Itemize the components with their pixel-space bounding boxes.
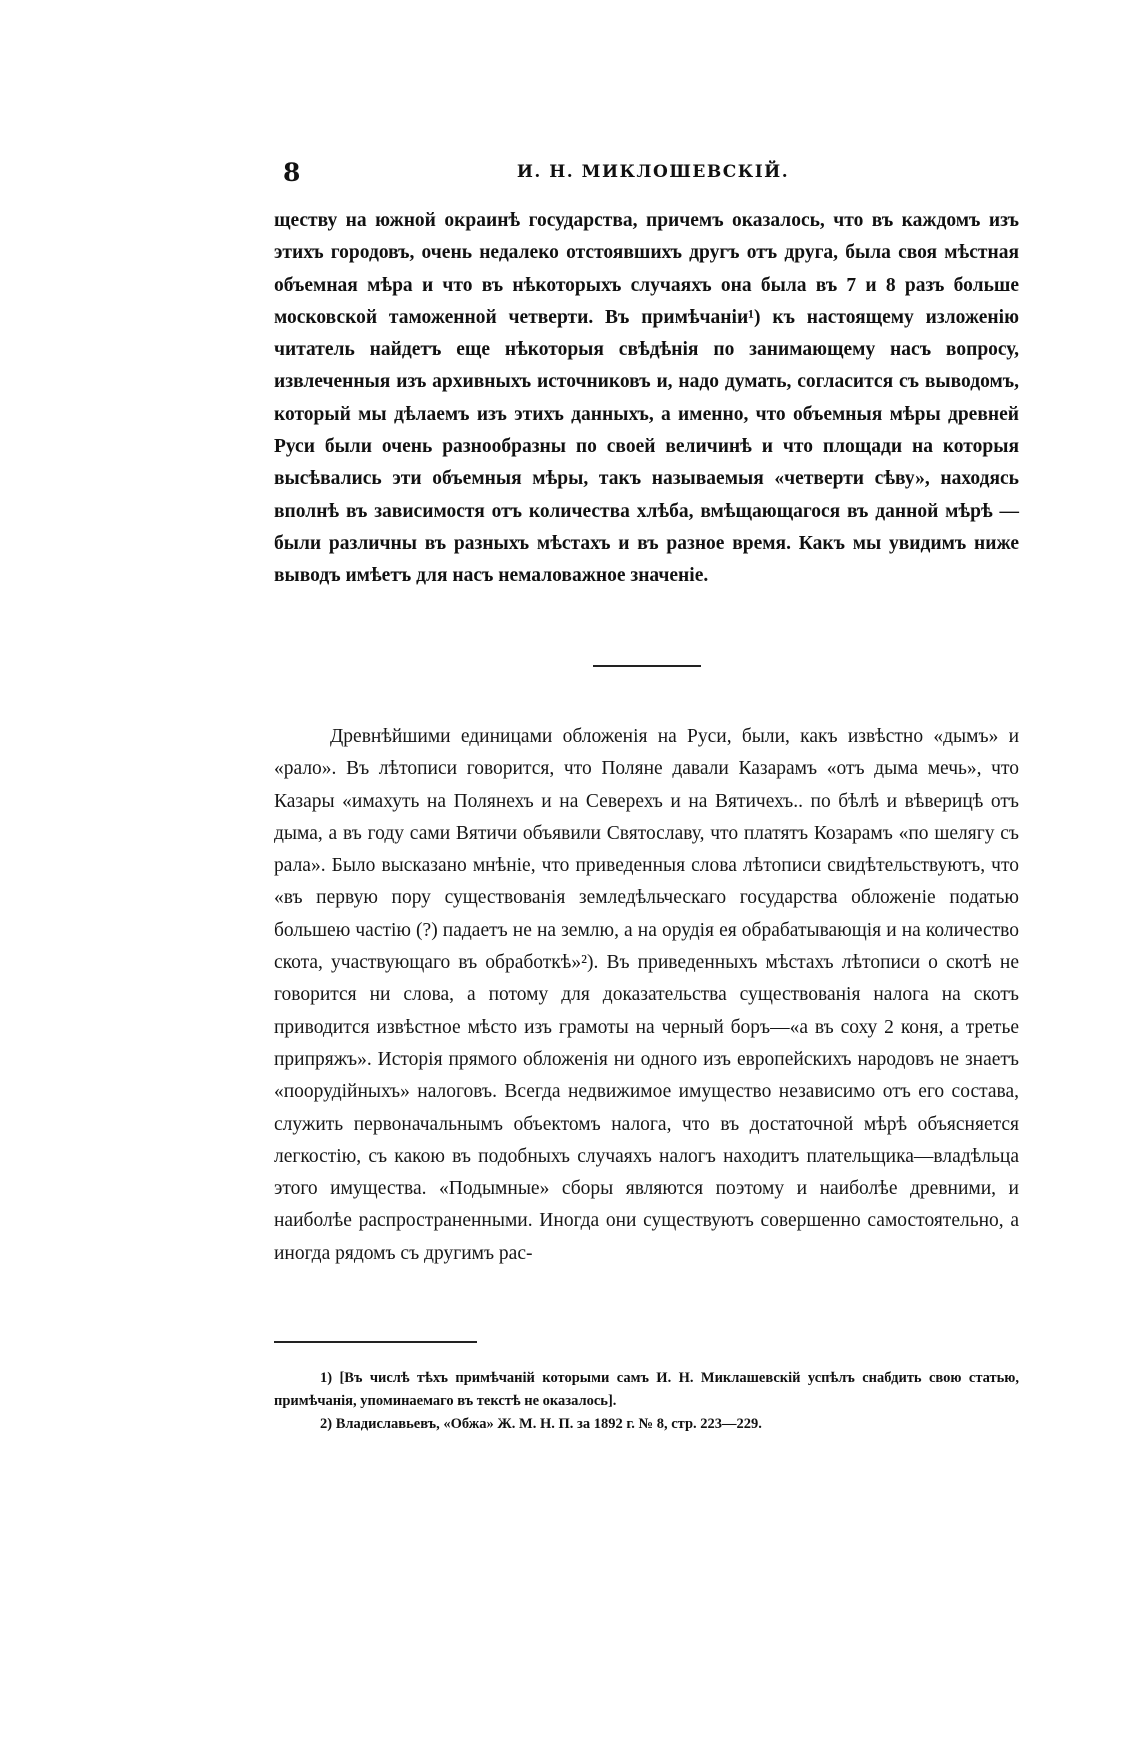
section-separator bbox=[593, 665, 701, 667]
running-head: И. Н. МИКЛОШЕВСКІЙ. bbox=[516, 162, 790, 182]
body-paragraph-2: Древнѣйшими единицами обложенія на Руси, были, какъ извѣстно «дымъ» и «рало». Въ лѣтописи говорится, что Поляне давали Казарамъ «отъ дыма мечь», что Казары «имахуть на Полянехъ и на Северехъ и на Вятичехъ.. по бѣлѣ и вѣверицѣ отъ дыма, а въ году сами Вятичи объявили Святославу, что платятъ Козарамъ «по шелягу съ рала». Было высказано мнѣніе, что приведенныя слова лѣтописи свидѣтельствуютъ, что «въ первую пору существованія земледѣльческаго государства обложеніе податью большею частію (?) падаетъ не на землю, а на орудія ея обрабатывающія и на количество скота, участвующаго въ обработкѣ»²). Въ приведенныхъ мѣстахъ лѣтописи о скотѣ не говорится ни слова, а потому для доказательства существованія налога на скотъ приводится извѣстное мѣсто изъ грамоты на черный боръ—«а въ соху 2 коня, а третье припряжъ». Исторія прямого обложенія ни одного изъ европейскихъ народовъ не знаетъ «поорудійныхъ» налоговъ. Всегда недвижимое имущество независимо отъ его состава, служить первоначальнымъ объектомъ налога, что въ достаточной мѣрѣ объясняется легкостію, съ какою въ подобныхъ случаяхъ налогъ находитъ плательщика—владѣльца этого имущества. «Подымные» сборы являются поэтому и наиболѣе древними, и наиболѣе распространенными. Иногда они существуютъ совершенно самостоятельно, а иногда рядомъ съ другимъ рас- bbox=[274, 726, 1019, 1264]
page-number: 8 bbox=[283, 158, 301, 187]
page-header bbox=[283, 158, 1023, 194]
footnotes bbox=[274, 1367, 1019, 1436]
footnote-1: 1) [Въ числѣ тѣхъ примѣчаній которыми самъ И. Н. Миклашевскій успѣлъ снабдить свою статью, примѣчанія, упоминаемаго въ текстѣ не оказалось]. bbox=[274, 1370, 1019, 1409]
body-paragraph-1: ществу на южной окраинѣ государства, причемъ оказалось, что въ каждомъ изъ этихъ городовъ, очень недалеко отстоявшихъ другъ отъ друга, была своя мѣстная объемная мѣра и что въ нѣкоторыхъ случаяхъ она была въ 7 и 8 разъ больше московской таможенной четверти. Въ примѣчаніи¹) къ настоящему изложенію читатель найдетъ еще нѣкоторыя свѣдѣнія по занимающему насъ вопросу, извлеченныя изъ архивныхъ источниковъ и, надо думать, согласится съ выводомъ, который мы дѣлаемъ изъ этихъ данныхъ, а именно, что объемныя мѣры древней Руси были очень разнообразны по своей величинѣ и что площади на которыя высѣвались эти объемныя мѣры, такъ называемыя «четверти сѣву», находясь вполнѣ въ зависимостя отъ количества хлѣба, вмѣщающагося въ данной мѣрѣ — были различны въ разныхъ мѣстахъ и въ разное время. Какъ мы увидимъ ниже выводъ имѣетъ для насъ немаловажное значеніе. bbox=[274, 210, 1019, 587]
footnote-rule bbox=[274, 1341, 477, 1343]
footnote-2: 2) Владиславьевъ, «Обжа» Ж. М. Н. П. за 1892 г. № 8, стр. 223—229. bbox=[320, 1416, 762, 1432]
